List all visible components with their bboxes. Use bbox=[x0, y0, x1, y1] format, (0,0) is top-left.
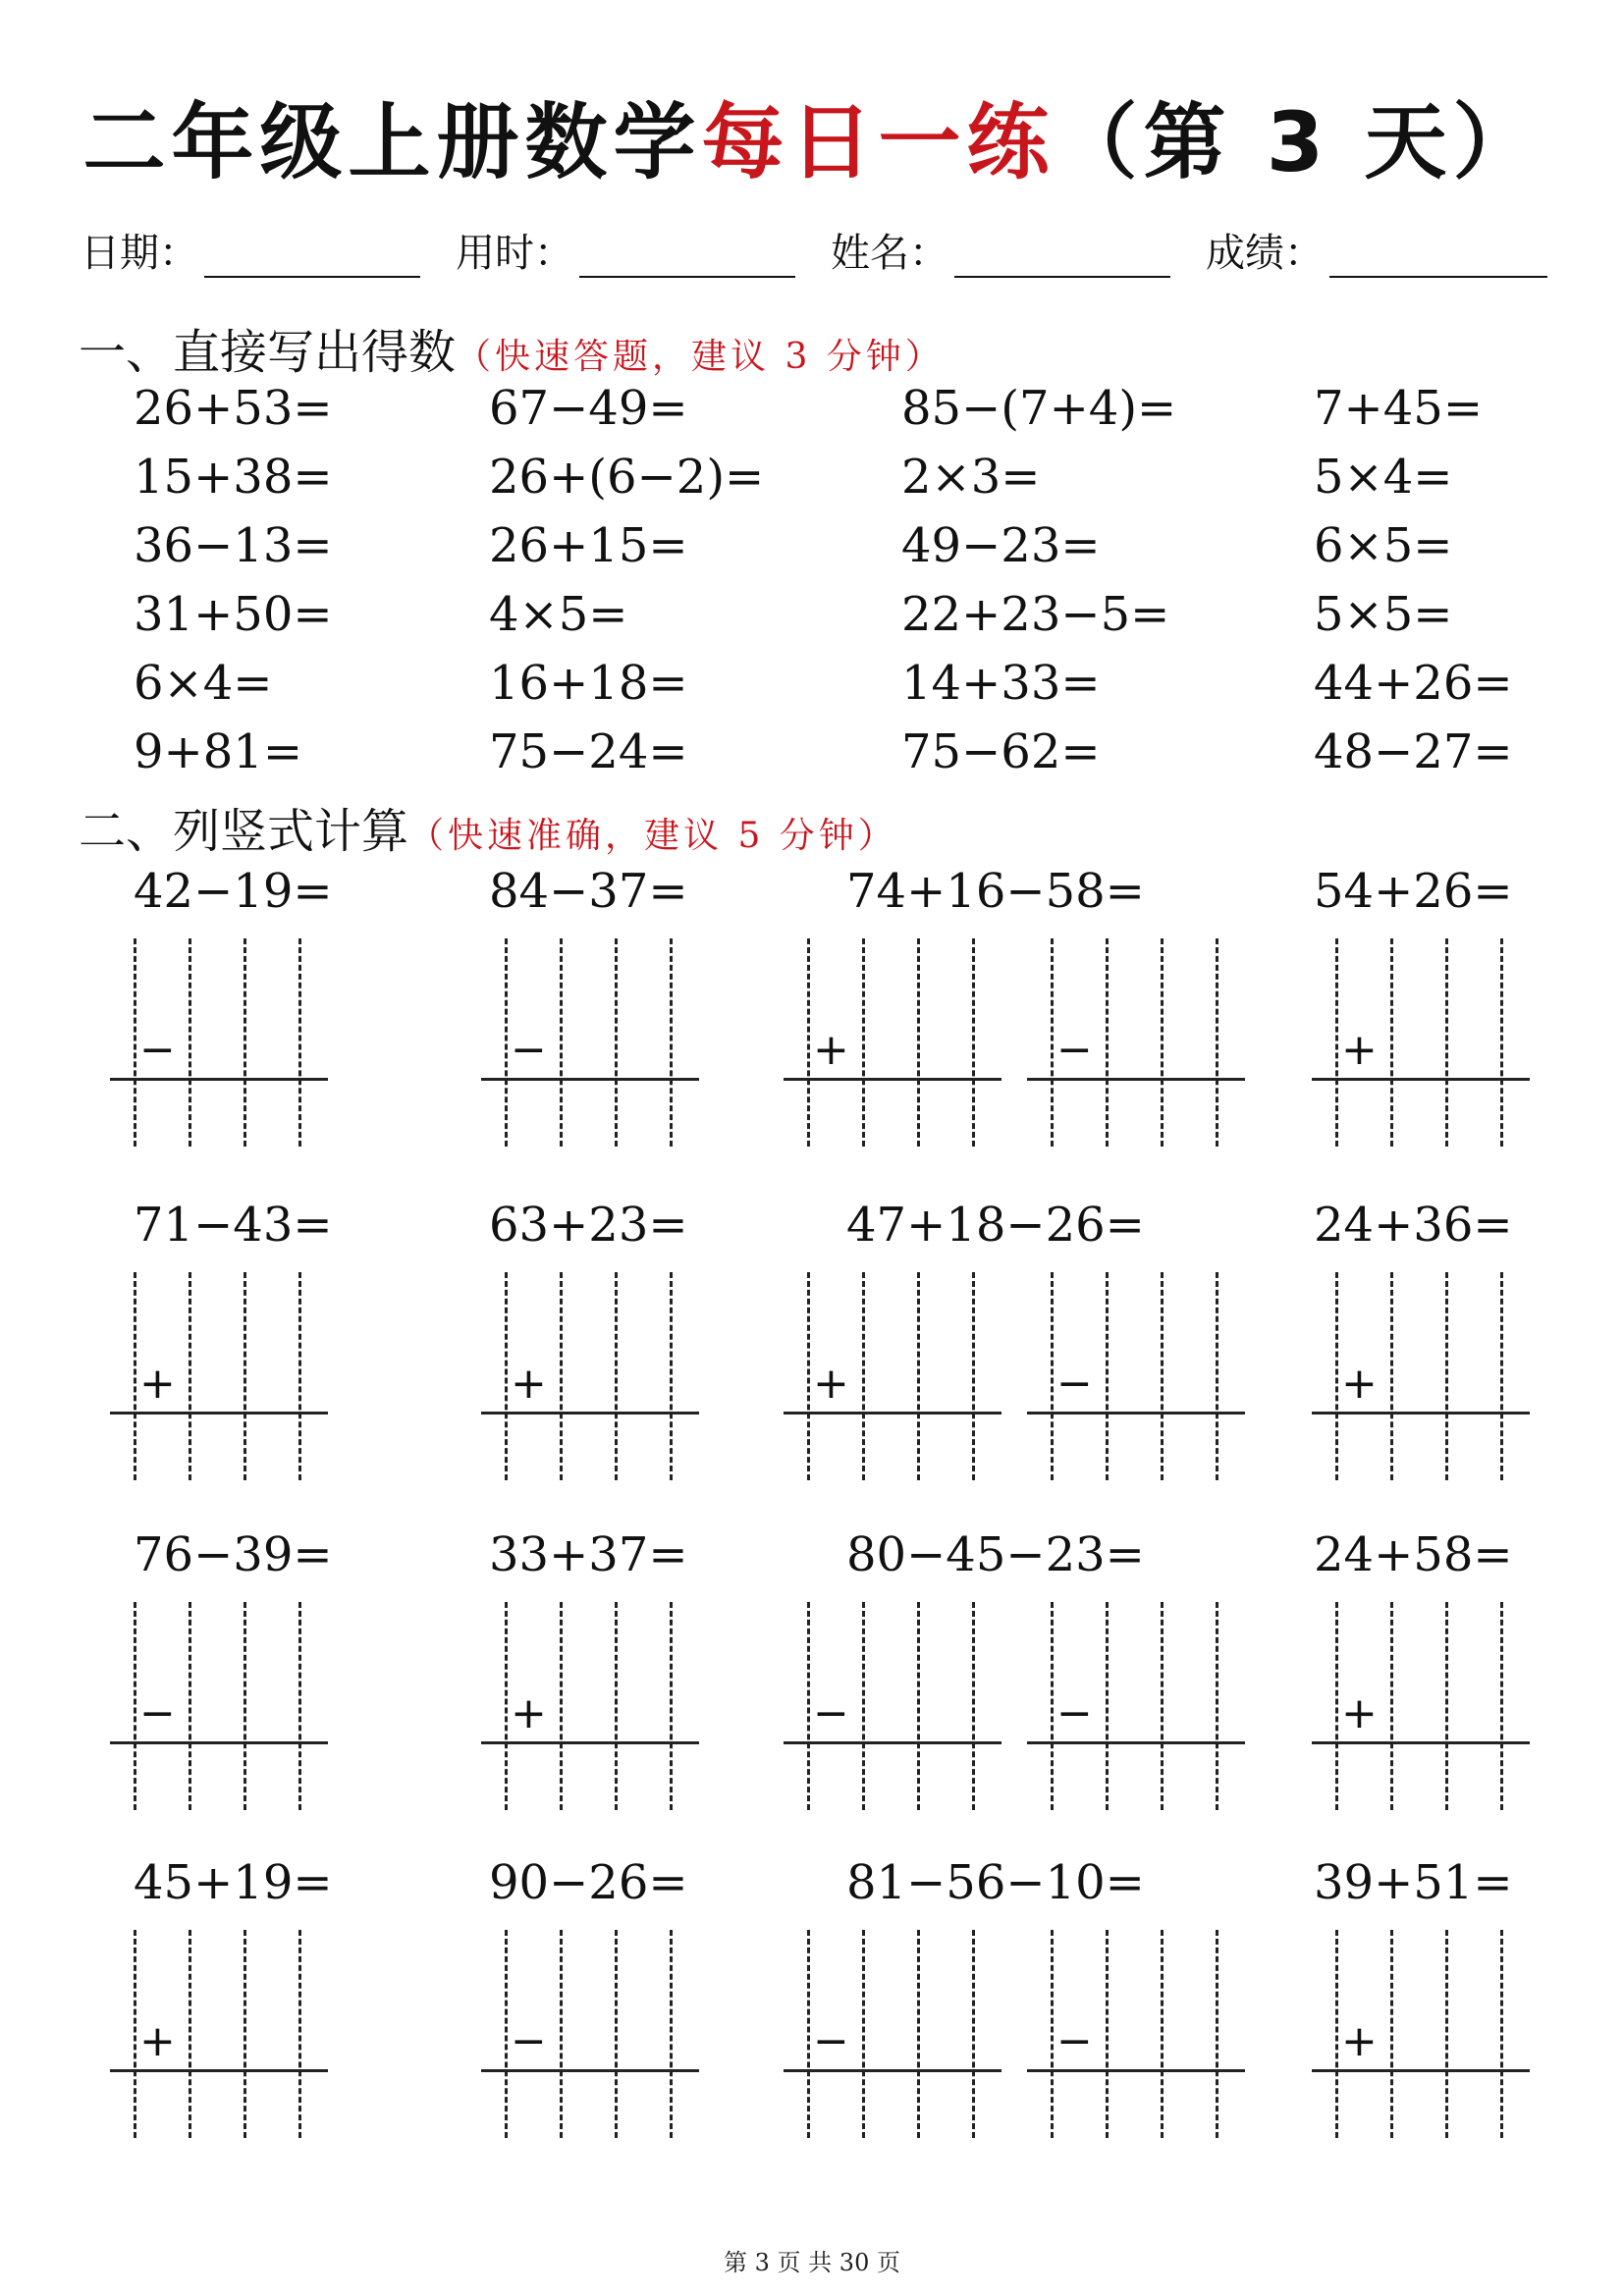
grid-column-line bbox=[134, 1930, 136, 2138]
grid-column-line bbox=[807, 938, 810, 1147]
grid-column-line bbox=[189, 1930, 191, 2138]
grid-result-line bbox=[1312, 2069, 1530, 2072]
vertical-problem: 45+19= bbox=[134, 1855, 333, 1910]
grid-column-line bbox=[807, 1930, 810, 2138]
grid-column-line bbox=[244, 1930, 246, 2138]
grid-column-line bbox=[917, 1602, 920, 1810]
answer-grid[interactable] bbox=[110, 1272, 328, 1480]
oral-problem: 26+(6−2)= bbox=[489, 450, 765, 505]
answer-grid[interactable] bbox=[784, 1602, 1001, 1810]
operator-sign: + bbox=[511, 1688, 547, 1738]
oral-problem: 9+81= bbox=[134, 724, 303, 779]
oral-problem: 14+33= bbox=[901, 656, 1101, 711]
vertical-problem: 47+18−26= bbox=[846, 1198, 1145, 1253]
time-field bbox=[456, 222, 795, 278]
answer-grid[interactable] bbox=[1312, 1930, 1530, 2138]
oral-problem: 2×3= bbox=[901, 450, 1041, 505]
operator-sign: + bbox=[813, 1025, 849, 1075]
time-label: 用时： bbox=[456, 231, 573, 276]
answer-grid[interactable] bbox=[1027, 1930, 1245, 2138]
name-field bbox=[831, 222, 1170, 278]
oral-problem: 7+45= bbox=[1314, 381, 1484, 436]
title-highlight: 每日一练 bbox=[701, 94, 1056, 190]
operator-sign: − bbox=[813, 2016, 849, 2066]
vertical-problem: 74+16−58= bbox=[846, 864, 1145, 919]
vertical-problem: 63+23= bbox=[489, 1198, 688, 1253]
vertical-problem: 33+37= bbox=[489, 1527, 688, 1582]
grid-column-line bbox=[972, 1602, 975, 1810]
grid-result-line bbox=[1027, 1412, 1245, 1415]
operator-sign: − bbox=[1056, 1025, 1093, 1075]
grid-column-line bbox=[298, 938, 301, 1147]
grid-column-line bbox=[560, 1930, 563, 2138]
grid-column-line bbox=[298, 1602, 301, 1810]
grid-column-line bbox=[1216, 938, 1218, 1147]
answer-grid[interactable] bbox=[481, 1272, 699, 1480]
operator-sign: − bbox=[139, 1025, 176, 1075]
grid-column-line bbox=[244, 1272, 246, 1480]
grid-column-line bbox=[972, 938, 975, 1147]
oral-problem: 36−13= bbox=[134, 518, 333, 573]
answer-grid[interactable] bbox=[110, 1602, 328, 1810]
score-label: 成绩： bbox=[1206, 231, 1324, 276]
grid-column-line bbox=[134, 938, 136, 1147]
operator-sign: − bbox=[511, 2016, 547, 2066]
operator-sign: − bbox=[1056, 1688, 1093, 1738]
grid-column-line bbox=[670, 1602, 673, 1810]
oral-problem: 44+26= bbox=[1314, 656, 1513, 711]
grid-column-line bbox=[615, 1930, 618, 2138]
grid-column-line bbox=[1500, 938, 1503, 1147]
operator-sign: − bbox=[511, 1025, 547, 1075]
date-label: 日期： bbox=[81, 231, 198, 276]
answer-grid[interactable] bbox=[1027, 1272, 1245, 1480]
oral-problem: 5×4= bbox=[1314, 450, 1453, 505]
grid-column-line bbox=[1216, 1602, 1218, 1810]
vertical-problem: 84−37= bbox=[489, 864, 688, 919]
time-blank[interactable] bbox=[579, 233, 795, 278]
grid-result-line bbox=[1312, 1412, 1530, 1415]
grid-column-line bbox=[1161, 938, 1164, 1147]
operator-sign: − bbox=[139, 1688, 176, 1738]
grid-result-line bbox=[110, 2069, 328, 2072]
oral-problem: 15+38= bbox=[134, 450, 333, 505]
grid-column-line bbox=[670, 1272, 673, 1480]
grid-column-line bbox=[972, 1930, 975, 2138]
answer-grid[interactable] bbox=[784, 1930, 1001, 2138]
page-footer: 第 3 页 共 30 页 bbox=[724, 2249, 900, 2276]
oral-problem: 48−27= bbox=[1314, 724, 1513, 779]
grid-result-line bbox=[1312, 1741, 1530, 1744]
grid-result-line bbox=[110, 1412, 328, 1415]
grid-column-line bbox=[1445, 1272, 1448, 1480]
grid-column-line bbox=[1106, 1602, 1109, 1810]
title-day: 第 3 天 bbox=[1143, 94, 1453, 190]
grid-column-line bbox=[1390, 1930, 1393, 2138]
grid-column-line bbox=[1445, 938, 1448, 1147]
oral-problem: 6×4= bbox=[134, 656, 273, 711]
grid-column-line bbox=[1051, 938, 1054, 1147]
operator-sign: + bbox=[1341, 1025, 1378, 1075]
operator-sign: + bbox=[1341, 1688, 1378, 1738]
oral-problem: 75−62= bbox=[901, 724, 1101, 779]
grid-result-line bbox=[481, 1412, 699, 1415]
grid-column-line bbox=[189, 1602, 191, 1810]
grid-column-line bbox=[505, 1930, 508, 2138]
vertical-problem: 80−45−23= bbox=[846, 1527, 1145, 1582]
section-vertical-title: 二、列竖式计算 bbox=[79, 804, 409, 859]
grid-result-line bbox=[481, 1741, 699, 1744]
grid-column-line bbox=[1335, 1930, 1338, 2138]
grid-column-line bbox=[189, 1272, 191, 1480]
grid-column-line bbox=[862, 938, 865, 1147]
answer-grid[interactable] bbox=[481, 1602, 699, 1810]
answer-grid[interactable] bbox=[481, 1930, 699, 2138]
date-blank[interactable] bbox=[204, 233, 420, 278]
vertical-problem: 81−56−10= bbox=[846, 1855, 1145, 1910]
answer-grid[interactable] bbox=[110, 938, 328, 1147]
grid-column-line bbox=[1161, 1602, 1164, 1810]
grid-column-line bbox=[298, 1272, 301, 1480]
grid-column-line bbox=[1106, 1272, 1109, 1480]
grid-column-line bbox=[862, 1930, 865, 2138]
grid-column-line bbox=[505, 938, 508, 1147]
grid-column-line bbox=[1216, 1930, 1218, 2138]
worksheet-title bbox=[0, 77, 1624, 195]
section-oral-heading bbox=[79, 314, 945, 382]
grid-column-line bbox=[1051, 1272, 1054, 1480]
grid-column-line bbox=[1106, 938, 1109, 1147]
grid-column-line bbox=[862, 1602, 865, 1810]
grid-column-line bbox=[807, 1272, 810, 1480]
grid-column-line bbox=[560, 1602, 563, 1810]
grid-column-line bbox=[615, 938, 618, 1147]
grid-column-line bbox=[298, 1930, 301, 2138]
operator-sign: − bbox=[1056, 2016, 1093, 2066]
answer-grid[interactable] bbox=[1027, 938, 1245, 1147]
answer-grid[interactable] bbox=[1312, 1272, 1530, 1480]
grid-result-line bbox=[1027, 1078, 1245, 1081]
section-vertical-hint: （快速准确，建议 5 分钟） bbox=[408, 816, 897, 856]
grid-column-line bbox=[1335, 1602, 1338, 1810]
operator-sign: + bbox=[139, 1359, 176, 1409]
operator-sign: + bbox=[139, 2016, 176, 2066]
title-paren-open: （ bbox=[1055, 94, 1144, 190]
grid-column-line bbox=[505, 1272, 508, 1480]
grid-column-line bbox=[1390, 938, 1393, 1147]
grid-column-line bbox=[1500, 1930, 1503, 2138]
oral-problem: 16+18= bbox=[489, 656, 688, 711]
vertical-problem: 24+36= bbox=[1314, 1198, 1513, 1253]
answer-grid[interactable] bbox=[784, 1272, 1001, 1480]
grid-column-line bbox=[807, 1602, 810, 1810]
oral-problem: 6×5= bbox=[1314, 518, 1453, 573]
grid-column-line bbox=[1335, 938, 1338, 1147]
name-blank[interactable] bbox=[954, 233, 1170, 278]
name-label: 姓名： bbox=[831, 231, 948, 276]
grid-column-line bbox=[1106, 1930, 1109, 2138]
grid-column-line bbox=[1390, 1602, 1393, 1810]
grid-column-line bbox=[1445, 1930, 1448, 2138]
oral-problem: 4×5= bbox=[489, 587, 628, 642]
operator-sign: + bbox=[1341, 1359, 1378, 1409]
answer-grid[interactable] bbox=[110, 1930, 328, 2138]
oral-problem: 85−(7+4)= bbox=[901, 381, 1177, 436]
vertical-problem: 54+26= bbox=[1314, 864, 1513, 919]
vertical-problem: 76−39= bbox=[134, 1527, 333, 1582]
vertical-problem: 39+51= bbox=[1314, 1855, 1513, 1910]
score-blank[interactable] bbox=[1329, 233, 1547, 278]
grid-column-line bbox=[244, 1602, 246, 1810]
vertical-problem: 24+58= bbox=[1314, 1527, 1513, 1582]
grid-column-line bbox=[1216, 1272, 1218, 1480]
grid-result-line bbox=[481, 2069, 699, 2072]
oral-problem: 31+50= bbox=[134, 587, 333, 642]
grid-column-line bbox=[615, 1602, 618, 1810]
grid-column-line bbox=[1500, 1272, 1503, 1480]
grid-column-line bbox=[134, 1602, 136, 1810]
title-paren-close: ） bbox=[1452, 94, 1542, 190]
grid-column-line bbox=[972, 1272, 975, 1480]
vertical-problem: 42−19= bbox=[134, 864, 333, 919]
grid-column-line bbox=[670, 938, 673, 1147]
grid-result-line bbox=[784, 1412, 1001, 1415]
grid-column-line bbox=[189, 938, 191, 1147]
title-main: 二年级上册数学 bbox=[82, 94, 702, 190]
oral-problem: 22+23−5= bbox=[901, 587, 1170, 642]
grid-column-line bbox=[1161, 1930, 1164, 2138]
grid-column-line bbox=[917, 938, 920, 1147]
answer-grid[interactable] bbox=[1312, 1602, 1530, 1810]
vertical-problem: 90−26= bbox=[489, 1855, 688, 1910]
grid-column-line bbox=[1161, 1272, 1164, 1480]
grid-column-line bbox=[560, 938, 563, 1147]
info-row bbox=[81, 222, 1553, 281]
grid-result-line bbox=[1312, 1078, 1530, 1081]
operator-sign: + bbox=[813, 1359, 849, 1409]
vertical-problem: 71−43= bbox=[134, 1198, 333, 1253]
grid-result-line bbox=[110, 1078, 328, 1081]
operator-sign: + bbox=[1341, 2016, 1378, 2066]
operator-sign: + bbox=[511, 1359, 547, 1409]
oral-problem: 5×5= bbox=[1314, 587, 1453, 642]
oral-problem: 49−23= bbox=[901, 518, 1101, 573]
grid-column-line bbox=[560, 1272, 563, 1480]
grid-result-line bbox=[784, 2069, 1001, 2072]
operator-sign: − bbox=[1056, 1359, 1093, 1409]
answer-grid[interactable] bbox=[1027, 1602, 1245, 1810]
answer-grid[interactable] bbox=[1312, 938, 1530, 1147]
grid-column-line bbox=[244, 938, 246, 1147]
grid-column-line bbox=[1051, 1930, 1054, 2138]
answer-grid[interactable] bbox=[481, 938, 699, 1147]
oral-problem: 26+53= bbox=[134, 381, 333, 436]
grid-result-line bbox=[1027, 1741, 1245, 1744]
grid-column-line bbox=[505, 1602, 508, 1810]
grid-column-line bbox=[1445, 1602, 1448, 1810]
grid-result-line bbox=[1027, 2069, 1245, 2072]
operator-sign: − bbox=[813, 1688, 849, 1738]
grid-result-line bbox=[481, 1078, 699, 1081]
grid-column-line bbox=[862, 1272, 865, 1480]
grid-column-line bbox=[670, 1930, 673, 2138]
section-oral-hint: （快速答题，建议 3 分钟） bbox=[456, 337, 945, 377]
grid-column-line bbox=[1390, 1272, 1393, 1480]
grid-column-line bbox=[1335, 1272, 1338, 1480]
grid-result-line bbox=[784, 1741, 1001, 1744]
oral-problem: 67−49= bbox=[489, 381, 688, 436]
grid-result-line bbox=[784, 1078, 1001, 1081]
score-field bbox=[1206, 222, 1547, 278]
grid-column-line bbox=[917, 1930, 920, 2138]
answer-grid[interactable] bbox=[784, 938, 1001, 1147]
section-vertical-heading bbox=[79, 793, 897, 861]
oral-problem: 26+15= bbox=[489, 518, 688, 573]
grid-result-line bbox=[110, 1741, 328, 1744]
grid-column-line bbox=[134, 1272, 136, 1480]
grid-column-line bbox=[917, 1272, 920, 1480]
section-oral-title: 一、直接写出得数 bbox=[79, 325, 457, 380]
grid-column-line bbox=[1051, 1602, 1054, 1810]
date-field bbox=[81, 222, 420, 278]
oral-problem: 75−24= bbox=[489, 724, 688, 779]
grid-column-line bbox=[1500, 1602, 1503, 1810]
grid-column-line bbox=[615, 1272, 618, 1480]
